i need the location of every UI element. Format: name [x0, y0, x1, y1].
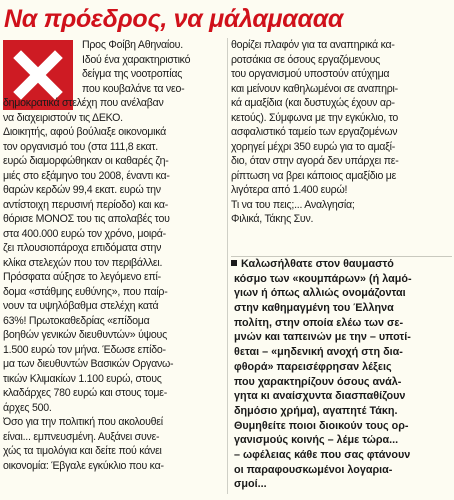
text-line: χορηγεί μέχρι 350 ευρώ για το αμαξί- [231, 140, 396, 153]
text-line: στα 400.000 ευρώ τον χρόνο, μοιρά- [3, 227, 166, 240]
text-line: δείγμα της νοοτροπίας [82, 68, 183, 80]
reply-line: δημόσιο χρήμα), αγαπητέ Τάκη. [234, 404, 398, 417]
text-line: Διοικητής, αφού βούλιαξε οικονομικά [3, 126, 167, 138]
text-line: αντίστοιχη περυσινή περίοδο) και κα- [3, 198, 169, 211]
reply-line: οι παραφουσκωμένοι λογαρια- [234, 463, 393, 476]
reply-line: Θυμηθείτε ποιοι διοικούν τους ορ- [234, 419, 409, 432]
text-line: βοηθών γενικών διευθυντών» ύψους [3, 329, 167, 341]
reply-line: Καλωσήλθατε στον θαυμαστό [231, 258, 452, 273]
text-line: οικονομία: Έβγαλε εγκύκλιο που κα- [3, 459, 164, 472]
text-line: κά αμαξίδια (και δυστυχώς έχουν αρ- [231, 97, 395, 109]
editor-reply [231, 258, 452, 493]
reply-line: γανισμούς κοινής – λέμε τώρα... [234, 434, 399, 447]
text-line: ρίπτωση να βρει κάποιος αμαξίδιο με [231, 169, 397, 182]
reply-line: γητα κι αναίσχυντα διασπαθίζουν [234, 390, 406, 403]
text-line: κλίκα στελεχών που τον περιβάλλει. [3, 256, 163, 269]
text-line: 1.500 ευρώ τον μήνα. Έδωσε επίδο- [3, 343, 166, 356]
reply-line: – ωφέλειας κάθε που σας φτάνουν [234, 448, 411, 461]
text-line: ροτσάκια σε όσους εργαζόμενους [231, 53, 380, 66]
text-line: νουν τα υψηλόβαθμα στελέχη κατά [3, 300, 159, 312]
text-line: θορίζει πλαφόν για τα αναπηρικά κα- [231, 39, 395, 51]
text-line: μα των διευθυντών Βασικών Οργανω- [3, 358, 174, 370]
right-column [231, 38, 452, 227]
text-line: Τι να του πεις;... Αναλγησία; [231, 198, 355, 211]
text-line: ευρώ διαμορφώθηκαν οι καθαρές ζη- [3, 155, 169, 167]
reply-line: πολίτη, στην οποία ελέω των σε- [234, 316, 404, 329]
text-line: λιγότερα από 1.400 ευρώ! [231, 184, 348, 196]
signature: Φιλικά, Τάκης Συν. [231, 213, 314, 225]
text-line: να διαχειριστούν τις ΔΕΚΟ. [3, 111, 123, 124]
text-line: του οργανισμού υποστούν ατύχημα [231, 68, 390, 80]
text-line: θόρισε ΜΟΝΟΣ του τις απολαβές του [3, 213, 170, 225]
text-line: άρχες 500. [3, 401, 52, 414]
reply-line: φθορά» παρεισέφρησαν λέξεις [234, 360, 392, 373]
text-line: Προς Φοίβη Αθηναίου. [82, 39, 183, 51]
text-line: δομα «στάθμης ευθύνης», που παίρ- [3, 285, 168, 298]
reply-line: στην καθημαγμένη του Έλληνα [234, 302, 394, 315]
text-line: θαρών κερδών 99,4 εκατ. ευρώ την [3, 184, 161, 196]
text-line: διο, όταν στην αγορά δεν υπάρχει πε- [231, 155, 399, 167]
text-line: Πρόσφατα αύξησε το λεγόμενο επί- [3, 271, 161, 283]
text-line: μιές στο εξάμηνο του 2008, έναντι κα- [3, 169, 170, 182]
text-line: ασφαλιστικό ταμείο των εργαζομένων [231, 126, 398, 138]
reply-line: σμοί... [234, 478, 267, 491]
text-line: που κουβαλάνε τα νεο- [82, 82, 185, 95]
text-line: χώς τα τιμολόγια και δείτε πού κάνει [3, 445, 162, 457]
text-line: τον οργανισμό του (στα 111,8 εκατ. [3, 140, 158, 153]
reply-line: γιων ή όπως αλλιώς ονομάζονται [234, 287, 406, 300]
text-line: Όσο για την πολιτική που ακολουθεί [3, 416, 163, 428]
left-column [3, 38, 224, 473]
text-line: και μείνουν καθηλωμένοι σε αναπηρι- [231, 82, 398, 95]
column-divider [227, 38, 228, 494]
text-line: κλαδάρχες 780 ευρώ και στους τομε- [3, 387, 167, 399]
reply-line: μνών και ταπεινών με την – υποτί- [234, 331, 411, 344]
text-line: τικών Κλιμακίων 1.100 ευρώ, στους [3, 372, 162, 385]
text-line: 63%! Πρωτοκαθεδρίας «επίδομα [3, 314, 150, 327]
reply-line: που χαρακτηρίζουν όσους ανάλ- [234, 375, 402, 388]
headline: Να πρόεδρος, να μάλαμαααα [4, 5, 344, 33]
reply-line: θεται – «μηδενική ανοχή στη δια- [234, 346, 403, 359]
text-line: είναι... εμπνευσμένη. Αυξάνει συνε- [3, 430, 160, 443]
reply-separator [231, 256, 452, 257]
reply-line: κόσμο των «κουμπάρων» (ή λαμό- [234, 272, 412, 285]
text-line: ζει πλουσιοπάροχα επιδόματα στην [3, 242, 162, 254]
text-line: δημοκρατικά στελέχη που ανέλαβαν [3, 97, 164, 109]
bullet-square-icon [231, 260, 237, 266]
text-line: κετούς). Σύμφωνα με την εγκύκλιο, το [231, 111, 399, 124]
text-line: Ιδού ένα χαρακτηριστικό [82, 53, 191, 66]
